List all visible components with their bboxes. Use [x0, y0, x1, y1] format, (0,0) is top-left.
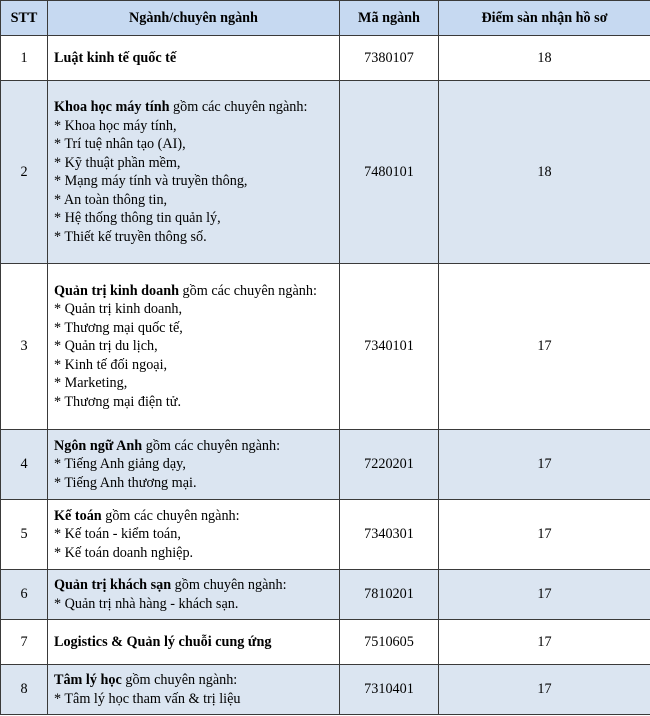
row-code: 7810201 [340, 570, 439, 620]
row-score: 17 [439, 620, 650, 665]
row-major [48, 81, 340, 264]
major-suffix: gồm chuyên ngành: [171, 577, 287, 593]
major-title: Kế toán [54, 507, 102, 524]
row-code: 7380107 [340, 36, 439, 81]
row-stt: 3 [1, 264, 48, 430]
row-major [48, 665, 340, 715]
row-major [48, 264, 340, 430]
row-score: 17 [439, 570, 650, 620]
major-title: Khoa học máy tính [54, 99, 170, 115]
list-item: * Khoa học máy tính, [54, 117, 177, 134]
table-row [1, 430, 650, 500]
header-code: Mã ngành [340, 1, 439, 36]
row-major [48, 570, 340, 620]
row-major [48, 430, 340, 500]
list-item: * Mạng máy tính và truyền thông, [54, 173, 248, 189]
row-code: 7220201 [340, 430, 439, 500]
list-item: * Tiếng Anh giảng dạy, [54, 456, 186, 473]
major-title: Luật kinh tế quốc tế [54, 49, 177, 66]
list-item: * Marketing, [54, 375, 128, 392]
list-item: * Kế toán - kiểm toán, [54, 526, 181, 543]
row-stt: 2 [1, 81, 48, 264]
list-item: * Tiếng Anh thương mại. [54, 474, 197, 491]
row-stt: 8 [1, 665, 48, 715]
row-stt: 6 [1, 570, 48, 620]
list-item: * Quản trị du lịch, [54, 338, 158, 355]
row-code: 7480101 [340, 81, 439, 264]
row-score: 17 [439, 264, 650, 430]
list-item: * Quản trị nhà hàng - khách sạn. [54, 595, 239, 612]
header-score: Điểm sàn nhận hồ sơ [439, 1, 650, 36]
row-stt: 5 [1, 500, 48, 570]
major-title: Quản trị khách sạn [54, 577, 172, 593]
major-suffix: gồm các chuyên ngành: [142, 437, 281, 454]
row-score: 18 [439, 81, 650, 264]
major-suffix: gồm các chuyên ngành: [101, 507, 240, 524]
table-row [1, 36, 650, 81]
table-row [1, 620, 650, 665]
list-item: * Thiết kế truyền thông số. [54, 228, 207, 245]
table-header-row [1, 1, 650, 36]
row-score: 17 [439, 500, 650, 570]
major-title: Tâm lý học [54, 672, 122, 688]
row-stt: 1 [1, 36, 48, 81]
row-stt: 7 [1, 620, 48, 665]
list-item: * An toàn thông tin, [54, 191, 168, 208]
list-item: * Hệ thống thông tin quản lý, [54, 210, 221, 226]
major-title: Ngôn ngữ Anh [54, 437, 143, 454]
row-code: 7340101 [340, 264, 439, 430]
row-score: 18 [439, 36, 650, 81]
list-item: * Kinh tế đối ngoại, [54, 356, 168, 373]
list-item: * Thương mại quốc tế, [54, 319, 183, 336]
row-major [48, 500, 340, 570]
header-major: Ngành/chuyên ngành [48, 1, 340, 36]
header-stt: STT [1, 1, 48, 36]
row-major [48, 620, 340, 665]
table-row [1, 264, 650, 430]
table-row [1, 500, 650, 570]
list-item: * Tâm lý học tham vấn & trị liệu [54, 690, 241, 707]
major-suffix: gồm các chuyên ngành: [169, 99, 308, 115]
row-major [48, 36, 340, 81]
row-score: 17 [439, 665, 650, 715]
row-stt: 4 [1, 430, 48, 500]
major-suffix: gồm các chuyên ngành: [179, 282, 317, 299]
table-row [1, 570, 650, 620]
row-code: 7310401 [340, 665, 439, 715]
list-item: * Kế toán doanh nghiệp. [54, 544, 194, 561]
major-title: Logistics & Quản lý chuỗi cung ứng [54, 633, 272, 650]
row-score: 17 [439, 430, 650, 500]
list-item: * Thương mại điện tử. [54, 393, 182, 410]
row-code: 7340301 [340, 500, 439, 570]
table-row [1, 81, 650, 264]
major-title: Quản trị kinh doanh [54, 282, 179, 299]
row-code: 7510605 [340, 620, 439, 665]
table-row [1, 665, 650, 715]
major-suffix: gồm chuyên ngành: [121, 672, 238, 688]
list-item: * Kỹ thuật phần mềm, [54, 154, 181, 171]
list-item: * Quản trị kinh doanh, [54, 301, 183, 318]
list-item: * Trí tuệ nhân tạo (AI), [54, 136, 186, 152]
